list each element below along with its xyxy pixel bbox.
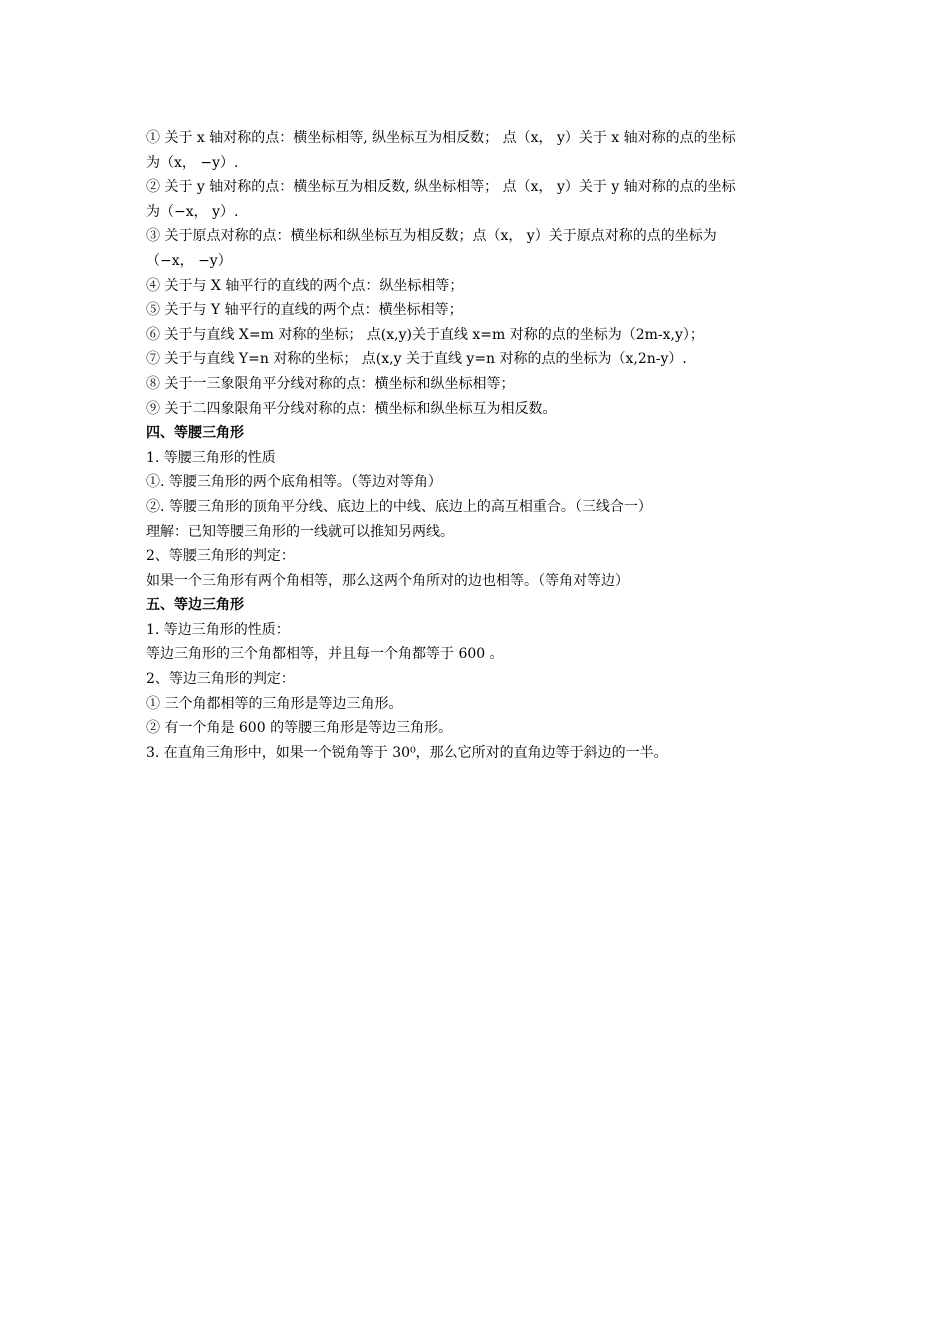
text-line: 如果一个三角形有两个角相等，那么这两个角所对的边也相等。（等角对等边） <box>146 572 629 589</box>
text-line: 3. 在直角三角形中，如果一个锐角等于 30⁰，那么它所对的直角边等于斜边的一半。 <box>146 744 668 761</box>
text-line: ⑤ 关于与 Y 轴平行的直线的两个点：横坐标相等； <box>146 302 463 319</box>
text-line: ②. 等腰三角形的顶角平分线、底边上的中线、底边上的高互相重合。（三线合一） <box>146 498 652 515</box>
text-line: 为（x， −y）. <box>146 154 239 171</box>
text-line: ⑥ 关于与直线 X=m 对称的坐标； 点(x,y)关于直线 x=m 对称的点的坐标为（2m-x,y）； <box>146 326 704 343</box>
text-line: ① 三个角都相等的三角形是等边三角形。 <box>146 695 403 712</box>
text-line: 2、等腰三角形的判定： <box>146 548 295 565</box>
text-line: ② 关于 y 轴对称的点：横坐标互为相反数, 纵坐标相等； 点（x， y）关于 y 轴对称的点的坐标 <box>146 179 736 196</box>
text-line: ① 关于 x 轴对称的点：横坐标相等, 纵坐标互为相反数； 点（x， y）关于 x 轴对称的点的坐标 <box>146 130 736 146</box>
text-line: ② 有一个角是 600 的等腰三角形是等边三角形。 <box>146 720 453 737</box>
text-line: 1. 等边三角形的性质： <box>146 621 290 638</box>
document-body <box>146 126 818 765</box>
text-line: ④ 关于与 X 轴平行的直线的两个点：纵坐标相等； <box>146 277 464 294</box>
text-line: ⑨ 关于二四象限角平分线对称的点：横坐标和纵坐标互为相反数。 <box>146 400 557 417</box>
text-line: ⑧ 关于一三象限角平分线对称的点：横坐标和纵坐标相等； <box>146 375 515 392</box>
text-line: 理解：已知等腰三角形的一线就可以推知另两线。 <box>146 523 454 540</box>
section-heading: 四、等腰三角形 <box>146 425 244 442</box>
text-line: （−x， −y） <box>146 252 232 269</box>
text-line: ①. 等腰三角形的两个底角相等。（等边对等角） <box>146 474 442 491</box>
text-line: ③ 关于原点对称的点：横坐标和纵坐标互为相反数；点（x， y）关于原点对称的点的坐标为 <box>146 228 717 245</box>
text-line: ⑦ 关于与直线 Y=n 对称的坐标； 点(x,y 关于直线 y=n 对称的点的坐标为（x,2n-y）. <box>146 351 687 368</box>
text-line: 为（−x， y）. <box>146 203 239 220</box>
text-line: 等边三角形的三个角都相等，并且每一个角都等于 600 。 <box>146 646 504 663</box>
section-heading: 五、等边三角形 <box>146 597 244 614</box>
text-line: 1. 等腰三角形的性质 <box>146 449 276 466</box>
text-line: 2、等边三角形的判定： <box>146 671 295 688</box>
